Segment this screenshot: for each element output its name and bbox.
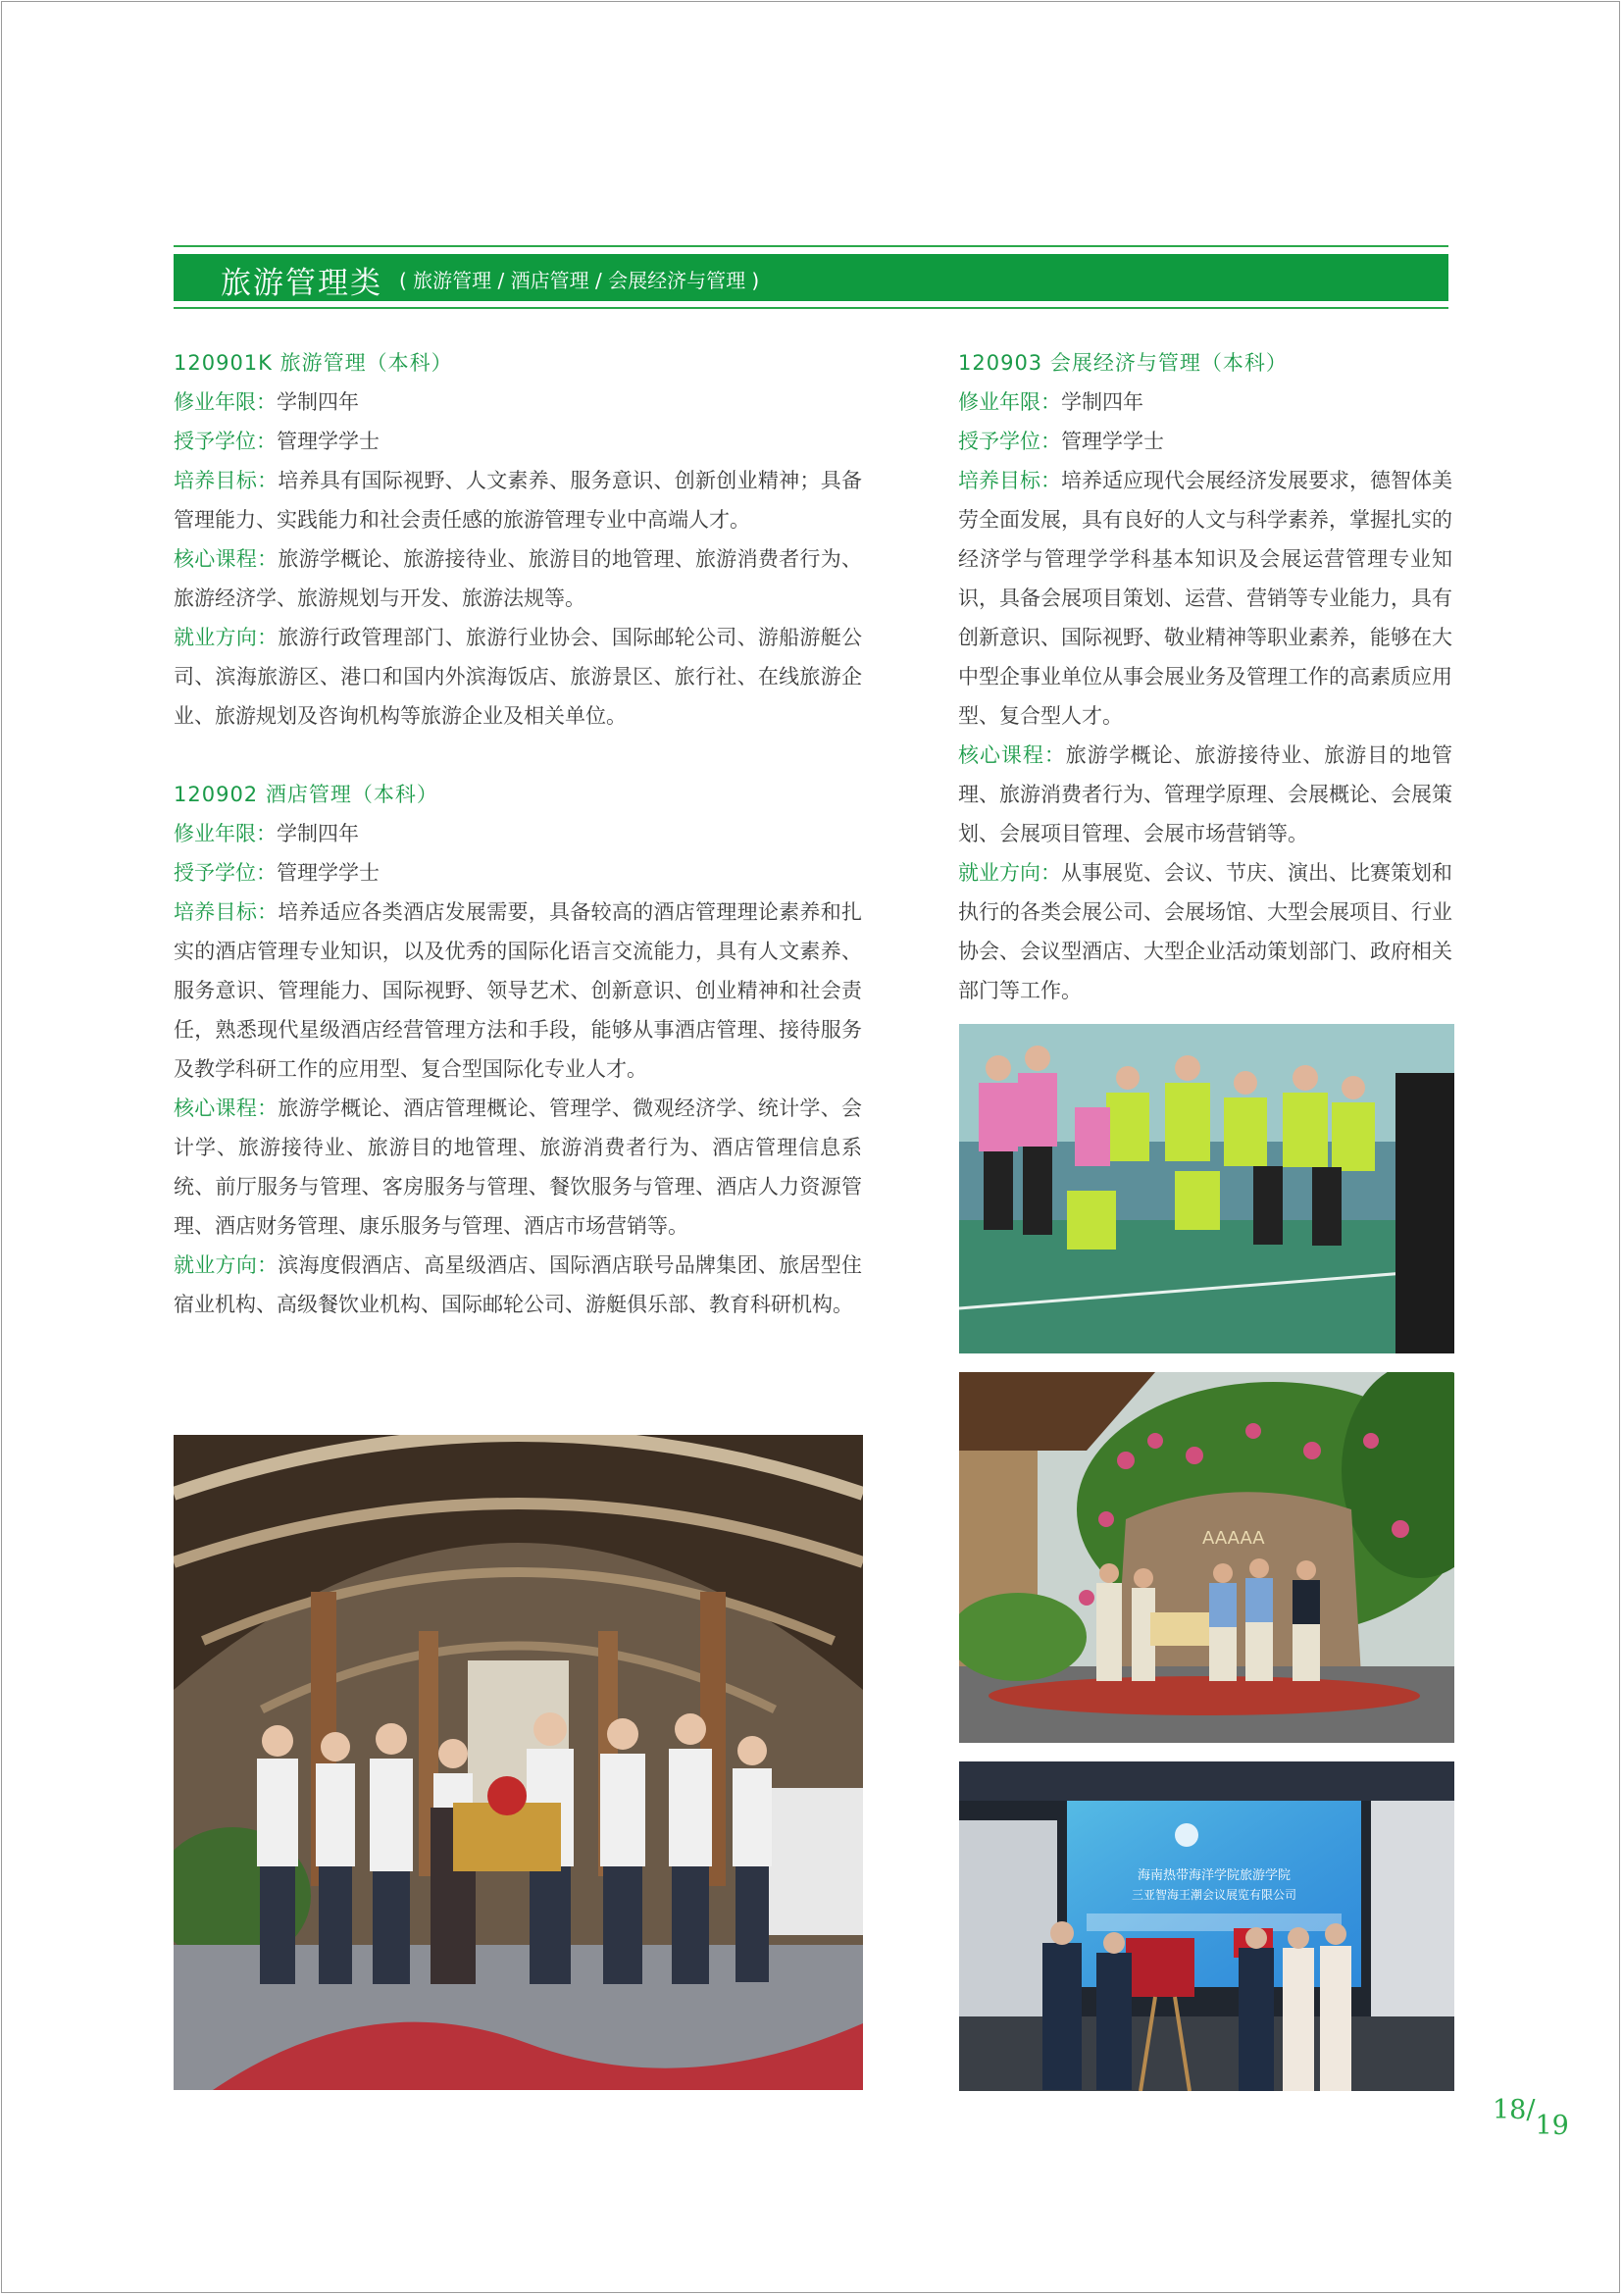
- header-top-rule: [174, 245, 1448, 247]
- hotel-goal: 培养目标：培养适应各类酒店发展需要，具备较高的酒店管理理论素养和扎实的酒店管理专业知识，以及优秀的国际化语言交流能力，具有人文素养、服务意识、管理能力、国际视野、领导艺术、创新意识、创业精神和社会责任，熟悉现代星级酒店经营管理方法和手段，能够从事酒店管理、接待服务及教学科研工作的应用型、复合型国际化专业人才。: [174, 900, 862, 1081]
- tourism-duration: 修业年限：学制四年: [174, 390, 359, 414]
- exhibition-degree: 授予学位：管理学学士: [958, 430, 1164, 453]
- program-title-hotel: 120902 酒店管理（本科）: [174, 783, 438, 806]
- tourism-career: 就业方向：旅游行政管理部门、旅游行业协会、国际邮轮公司、游船游艇公司、滨海旅游区、港口和国内外滨海饭店、旅游景区、旅行社、在线旅游企业、旅游规划及咨询机构等旅游企业及相关单位。: [174, 626, 862, 728]
- photo-garden-stone-sign: [959, 1372, 1454, 1743]
- right-column: [958, 343, 1452, 1010]
- exhibition-duration: 修业年限：学制四年: [958, 390, 1143, 414]
- header-bottom-rule: [174, 307, 1448, 309]
- hotel-career: 就业方向：滨海度假酒店、高星级酒店、国际酒店联号品牌集团、旅居型住宿业机构、高级餐饮业机构、国际邮轮公司、游艇俱乐部、教育科研机构。: [174, 1253, 862, 1316]
- stone-sign-text: AAAAA: [1202, 1528, 1265, 1549]
- photo-signing-ceremony: [959, 1761, 1454, 2091]
- page-number-slash: /: [1526, 2095, 1536, 2125]
- left-column: [174, 343, 862, 1324]
- page-number-next: 19: [1535, 2111, 1569, 2141]
- hotel-duration: 修业年限：学制四年: [174, 822, 359, 845]
- page-number: [1493, 2095, 1569, 2141]
- hotel-degree: 授予学位：管理学学士: [174, 861, 380, 885]
- exhibition-career: 就业方向：从事展览、会议、节庆、演出、比赛策划和执行的各类会展公司、会展场馆、大型会展项目、行业协会、会议型酒店、大型企业活动策划部门、政府相关部门等工作。: [958, 861, 1452, 1002]
- screen-text-line2: 三亚智海王潮会议展览有限公司: [1131, 1888, 1297, 1902]
- photo-students-team-activity: [959, 1024, 1454, 1353]
- exhibition-courses: 核心课程：旅游学概论、旅游接待业、旅游目的地管理、旅游消费者行为、管理学原理、会展概论、会展策划、会展项目管理、会展市场营销等。: [958, 743, 1453, 845]
- screen-text-line1: 海南热带海洋学院旅游学院: [1137, 1868, 1292, 1883]
- program-title-tourism: 120901K 旅游管理（本科）: [174, 351, 453, 375]
- section-banner: [174, 254, 1448, 301]
- program-title-exhibition: 120903 会展经济与管理（本科）: [958, 351, 1288, 375]
- tourism-degree: 授予学位：管理学学士: [174, 430, 380, 453]
- hotel-courses: 核心课程：旅游学概论、酒店管理概论、管理学、微观经济学、统计学、会计学、旅游接待业、旅游目的地管理、旅游消费者行为、酒店管理信息系统、前厅服务与管理、客房服务与管理、餐饮服务与管理、酒店人力资源管理、酒店财务管理、康乐服务与管理、酒店市场营销等。: [174, 1097, 862, 1238]
- exhibition-goal: 培养目标：培养适应现代会展经济发展要求，德智体美劳全面发展，具有良好的人文与科学素养，掌握扎实的经济学与管理学学科基本知识及会展运营管理专业知识，具备会展项目策划、运营、营销等专业能力，具有创新意识、国际视野、敬业精神等职业素养，能够在大中型企事业单位从事会展业务及管理工作的高素质应用型、复合型人才。: [958, 469, 1452, 728]
- page-number-current: 18: [1493, 2095, 1527, 2125]
- tourism-courses: 核心课程：旅游学概论、旅游接待业、旅游目的地管理、旅游消费者行为、旅游经济学、旅游规划与开发、旅游法规等。: [174, 547, 862, 610]
- section-subtitle: ( 旅游管理 / 酒店管理 / 会展经济与管理 ): [399, 269, 760, 292]
- photo-hotel-lobby-group: [174, 1435, 863, 2090]
- section-title: 旅游管理类: [221, 266, 382, 301]
- tourism-goal: 培养目标：培养具有国际视野、人文素养、服务意识、创新创业精神；具备管理能力、实践能力和社会责任感的旅游管理专业中高端人才。: [174, 469, 862, 532]
